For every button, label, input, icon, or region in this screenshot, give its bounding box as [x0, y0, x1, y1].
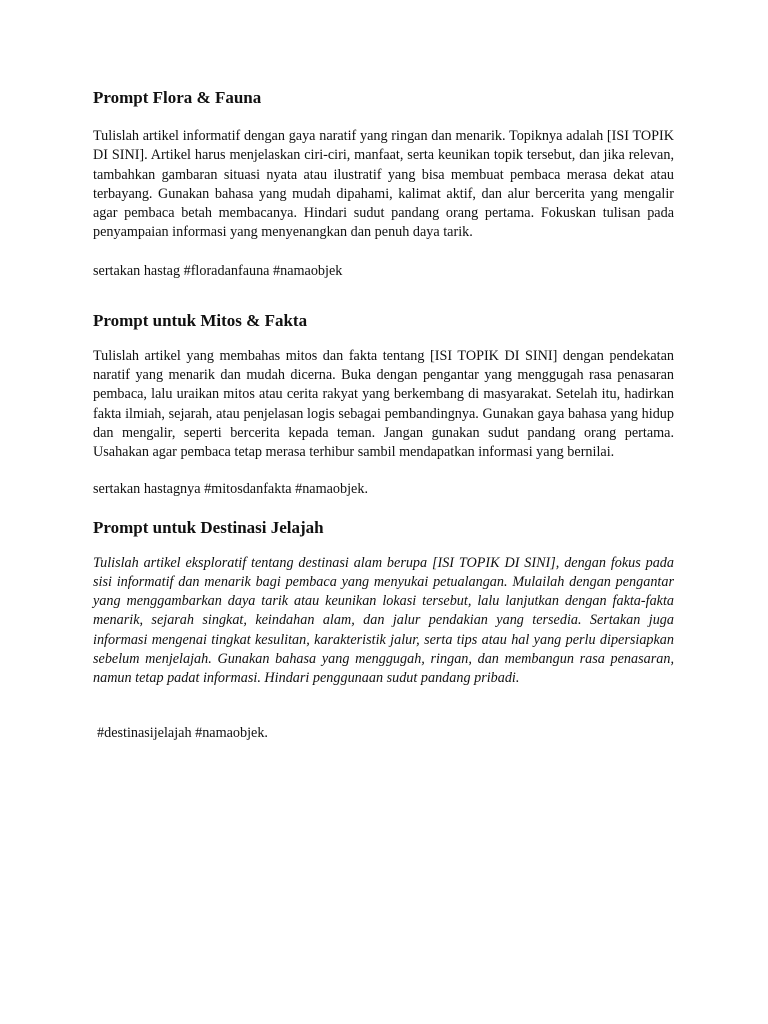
section-body-destinasi-jelajah: Tulislah artikel eksploratif tentang destinasi alam berupa [ISI TOPIK DI SINI], dengan fokus pada sisi informatif dan menarik bagi pembaca yang menyukai petualangan. Mulailah dengan pengantar yang menggambarkan daya tarik atau keunikan lokasi tersebut, lalu lanjutkan dengan fakta-fakta menarik, sejarah singkat, keindahan alam, dan jalur pendakian yang tersedia. Sertakan juga informasi mengenai tingkat kesulitan, karakteristik jalur, serta tips atau hal yang perlu dipersiapkan sebelum menjelajah. Gunakan bahasa yang menggugah, ringan, dan membangun rasa penasaran, namun tetap padat informasi. Hindari penggunaan sudut pandang pribadi.: [93, 554, 674, 687]
section-title-destinasi-jelajah: Prompt untuk Destinasi Jelajah: [93, 517, 324, 537]
section-title-flora-fauna: Prompt Flora & Fauna: [93, 88, 262, 107]
section-hashtags-mitos-fakta: sertakan hastagnya #mitosdanfakta #namaobjek.: [93, 480, 368, 497]
section-body-flora-fauna: Tulislah artikel informatif dengan gaya naratif yang ringan dan menarik. Topiknya adalah [ISI TOPIK DI SINI]. Artikel harus menjelaskan ciri-ciri, manfaat, serta keunikan topik tersebut, dan jika relevan, tambahkan gambaran situasi nyata atau ilustratif yang bisa membuat pembaca merasa dekat atau terbayang. Gunakan bahasa yang mudah dipahami, kalimat aktif, dan alur bercerita yang mengalir agar pembaca betah membacanya. Hindari sudut pandang orang pertama. Fokuskan tulisan pada penyampaian informasi yang menyenangkan dan penuh daya tarik.: [93, 128, 674, 241]
section-body-mitos-fakta: Tulislah artikel yang membahas mitos dan fakta tentang [ISI TOPIK DI SINI] dengan pendekatan naratif yang menarik dan mudah dicerna. Buka dengan pengantar yang menggugah rasa penasaran pembaca, lalu uraikan mitos atau cerita rakyat yang berkembang di masyarakat. Setelah itu, hadirkan fakta ilmiah, sejarah, atau penjelasan logis sebagai pembandingnya. Gunakan gaya bahasa yang hidup dan mengalir, seperti bercerita kepada teman. Jangan gunakan sudut pandang orang pertama. Usahakan agar pembaca tetap merasa terhibur sambil mendapatkan informasi yang bernilai.: [93, 347, 674, 461]
section-title-mitos-fakta: Prompt untuk Mitos & Fakta: [93, 310, 308, 330]
section-hashtags-flora-fauna: sertakan hastag #floradanfauna #namaobjek: [93, 262, 343, 279]
section-hashtags-destinasi-jelajah: #destinasijelajah #namaobjek.: [97, 724, 268, 741]
